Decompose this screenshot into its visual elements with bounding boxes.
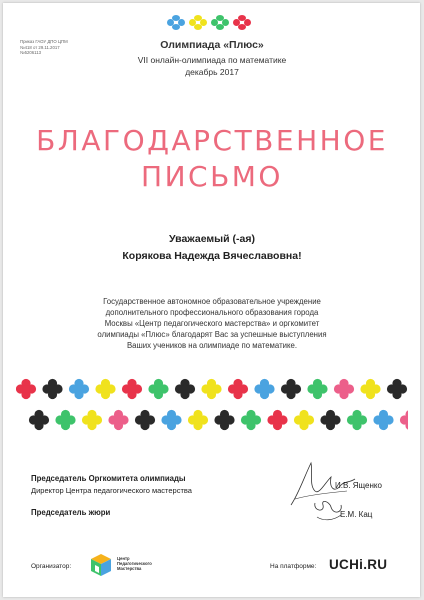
decorative-cross-3 bbox=[95, 379, 115, 399]
body-line: Москвы «Центр педагогического мастерства» и оргкомитет bbox=[104, 319, 320, 328]
chair-org-name: И.В. Ященко bbox=[335, 481, 382, 490]
greeting-salutation: Уважаемый (-ая) bbox=[169, 233, 255, 245]
body-line: Ваших учеников на олимпиаде по математике. bbox=[126, 341, 298, 350]
decorative-cross-25 bbox=[294, 410, 314, 430]
decorative-cross-29 bbox=[400, 410, 408, 430]
body-line: олимпиады «Плюс» благодарят Вас за успешные выступления bbox=[97, 330, 327, 339]
logo-cross-green bbox=[211, 15, 229, 30]
decorative-cross-8 bbox=[228, 379, 248, 399]
decorative-cross-28 bbox=[373, 410, 393, 430]
decorative-cross-0 bbox=[16, 379, 36, 399]
main-title-line-1: БЛАГОДАРСТВЕННОЕ bbox=[36, 124, 388, 157]
platform-label: На платформе: bbox=[270, 563, 317, 570]
olympiad-date: декабрь 2017 bbox=[185, 67, 239, 77]
body-line: Государственное автономное образовательное учреждение bbox=[103, 297, 321, 306]
decorative-cross-4 bbox=[122, 379, 142, 399]
decorative-cross-6 bbox=[175, 379, 195, 399]
decorative-cross-19 bbox=[135, 410, 155, 430]
decorative-cross-12 bbox=[334, 379, 354, 399]
order-line-2: №418 от 29.11.2017 bbox=[20, 44, 60, 50]
decorative-crosses-band bbox=[16, 377, 408, 437]
decorative-cross-7 bbox=[201, 379, 221, 399]
letter-body bbox=[62, 296, 362, 351]
decorative-cross-2 bbox=[69, 379, 89, 399]
decorative-cross-21 bbox=[188, 410, 208, 430]
platform-logo: UCHi.RU bbox=[329, 557, 388, 572]
olympiad-title: Олимпиада «Плюс» bbox=[160, 39, 264, 51]
decorative-cross-10 bbox=[281, 379, 301, 399]
main-title-line-2: ПИСЬМО bbox=[141, 160, 283, 193]
logo-cross-red bbox=[233, 15, 251, 30]
decorative-cross-14 bbox=[387, 379, 407, 399]
organizer-name: Центр Педагогического Мастерства bbox=[117, 556, 152, 571]
decorative-cross-27 bbox=[347, 410, 367, 430]
recipient-name: Корякова Надежда Вячеславовна! bbox=[122, 250, 302, 262]
decorative-cross-5 bbox=[148, 379, 168, 399]
decorative-cross-22 bbox=[214, 410, 234, 430]
decorative-cross-1 bbox=[42, 379, 62, 399]
decorative-cross-23 bbox=[241, 410, 261, 430]
decorative-cross-17 bbox=[82, 410, 102, 430]
logo-cross-blue bbox=[167, 15, 185, 30]
order-line-1: Приказ ГАОУ ДПО ЦПМ bbox=[20, 39, 68, 44]
chair-jury-label: Председатель жюри bbox=[31, 508, 111, 517]
order-line-3: №5206113 bbox=[20, 50, 42, 56]
olympiad-logo-icon bbox=[167, 15, 251, 30]
olympiad-subtitle: VII онлайн-олимпиада по математике bbox=[137, 55, 287, 65]
decorative-cross-15 bbox=[29, 410, 49, 430]
decorative-cross-18 bbox=[108, 410, 128, 430]
decorative-cross-13 bbox=[360, 379, 380, 399]
decorative-cross-24 bbox=[267, 410, 287, 430]
decorative-cross-11 bbox=[307, 379, 327, 399]
decorative-cross-16 bbox=[55, 410, 75, 430]
chair-org-label: Председатель Оргкомитета олимпиады bbox=[31, 474, 186, 483]
decorative-cross-26 bbox=[320, 410, 340, 430]
director-label: Директор Центра педагогического мастерства bbox=[31, 486, 192, 495]
body-line: дополнительного профессионального образования города bbox=[105, 308, 319, 317]
organizer-label: Организатор: bbox=[31, 563, 72, 570]
chair-jury-name: Е.М. Кац bbox=[340, 510, 373, 519]
logo-cross-yellow bbox=[189, 15, 207, 30]
cpm-cube-logo-icon bbox=[89, 553, 113, 577]
decorative-cross-9 bbox=[254, 379, 274, 399]
decorative-cross-20 bbox=[161, 410, 181, 430]
